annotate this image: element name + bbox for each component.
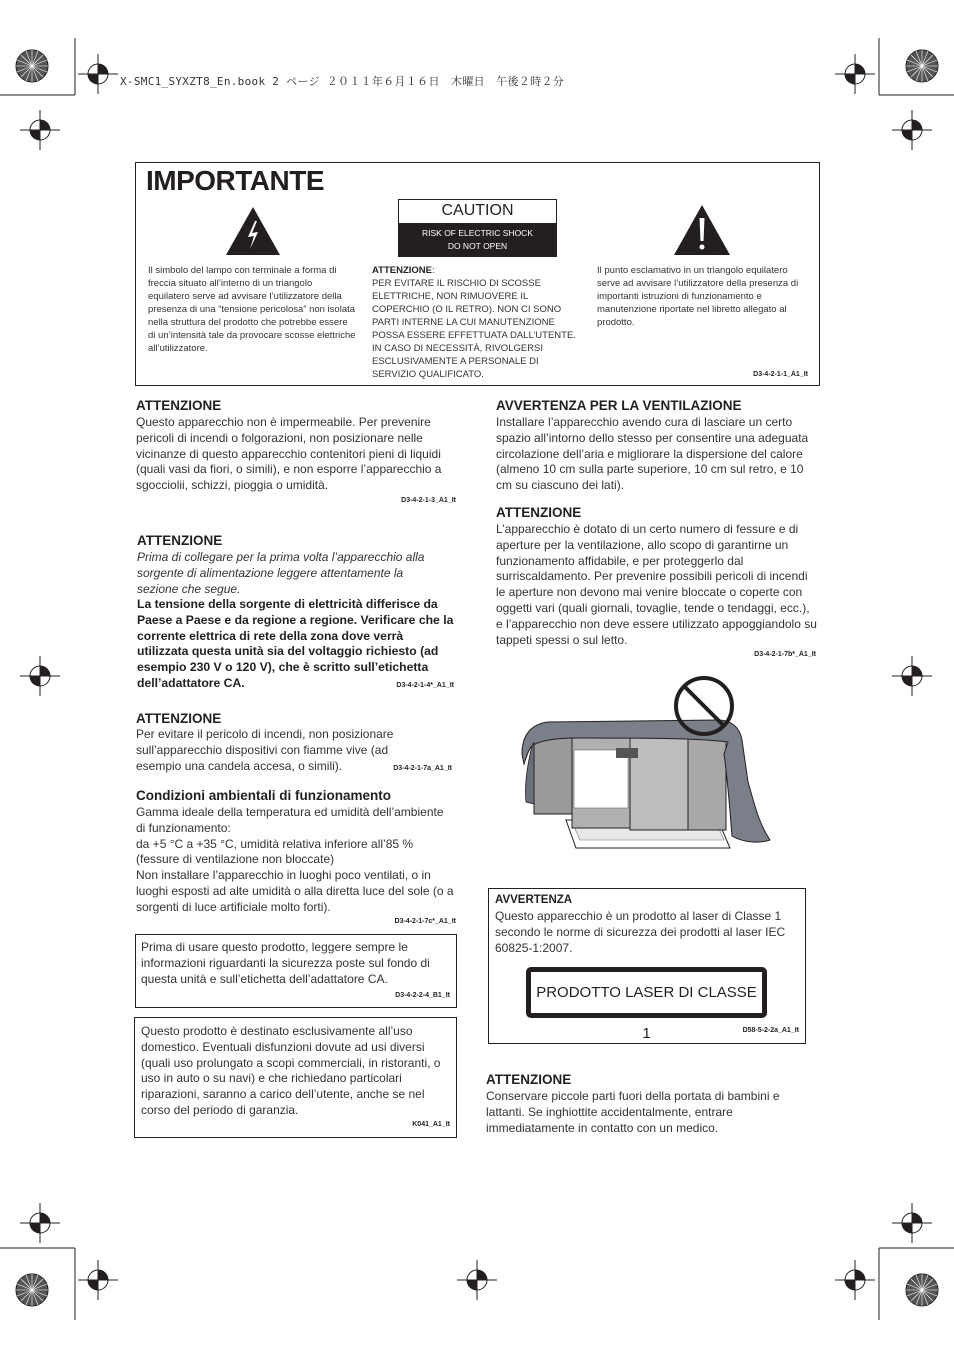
registration-target xyxy=(20,656,60,696)
color-target xyxy=(904,48,940,84)
left-s2-code: D3-4-2-1-4*_A1_It xyxy=(396,682,454,689)
center-warning-text xyxy=(372,264,578,381)
right-s3-text: Conservare piccole parti fuori della portata di bambini e lattanti. Se inghiottite accidentalmente, entrare immediatamente in contatto con un medico. xyxy=(486,1089,780,1135)
registration-target xyxy=(78,54,118,94)
caution-line-2: DO NOT OPEN xyxy=(447,240,508,251)
color-target xyxy=(904,1272,940,1308)
registration-target xyxy=(457,1260,497,1300)
right-s1-text: Installare l’apparecchio avendo cura di lasciare un certo spazio all’intorno dello stesso per consentire una adeguata circolazione dell’aria e migliorare la dispersione del calore (almeno 10 cm sulla parte superiore, 10 cm sul retro, e 10 cm su ciascuno dei lati). xyxy=(496,415,809,493)
laser-class-label: PRODOTTO LASER DI CLASSE 1 xyxy=(526,967,767,1018)
left-s2-heading: ATTENZIONE xyxy=(137,533,223,548)
center-warning-body: PER EVITARE IL RISCHIO DI SCOSSE ELETTRICHE, NON RIMUOVERE IL COPERCHIO (O IL RETRO). NON CI SONO PARTI INTERNE LA CUI MANUTENZIONE POSSA ESSERE EFFETTUATA DALL’UTENTE. IN CASO DI NECESSITÀ, RIVOLGERSI ESCLUSIVAMENTE A PERSONALE DI SERVIZIO QUALIFICATO. xyxy=(372,278,576,380)
right-s2-heading: ATTENZIONE xyxy=(496,505,582,520)
laser-text: Questo apparecchio è un prodotto al laser di Classe 1 secondo le norme di sicurezza dei prodotti al laser IEC 60825-1:2007. xyxy=(495,909,786,955)
right-s1-heading: AVVERTENZA PER LA VENTILAZIONE xyxy=(496,398,742,413)
file-info-header: X-SMC1_SYXZT8_En.book 2 ページ ２０１１年６月１６日 木曜日 午後２時２分 xyxy=(120,75,565,88)
registration-target xyxy=(892,110,932,150)
caution-title: CAUTION xyxy=(441,202,514,219)
left-s3-heading: ATTENZIONE xyxy=(136,711,222,726)
safety-info-code: D3-4-2-2-4_B1_It xyxy=(395,992,450,999)
registration-target xyxy=(20,1203,60,1243)
domestic-use-text: Questo prodotto è destinato esclusivamente all’uso domestico. Eventuali disfunzioni dovute ad usi diversi (quali uso prolungato a scopi commerciali, in ristoranti, o uso in auto o su navi) e che richiedano particolari riparazioni, saranno a carico dell’utente, anche se nel corso del periodo di garanzia. xyxy=(141,1024,441,1117)
left-s2-bold: La tensione della sorgente di elettricità differisce da Paese a Paese e da regione a regione. Verificare che la corrente elettrica di rete della zona dove verrà utilizzata questa unità sia del voltaggio richiesto (ad esempio 230 V o 120 V), che è scritto sull’etichetta dell’adattatore CA. xyxy=(137,597,454,690)
exclamation-warning-icon xyxy=(672,203,732,257)
registration-target xyxy=(78,1260,118,1300)
registration-target xyxy=(892,1203,932,1243)
page-title: IMPORTANTE xyxy=(146,165,325,196)
left-s4-heading: Condizioni ambientali di funzionamento xyxy=(136,788,391,803)
registration-target xyxy=(835,54,875,94)
left-s4-text-2: da +5 °C a +35 °C, umidità relativa inferiore all’85 % (fessure di ventilazione non bloccate) xyxy=(136,836,414,867)
left-s3-code: D3-4-2-1-7a_A1_It xyxy=(393,765,452,772)
lightning-warning-icon xyxy=(224,205,282,257)
center-warning-heading: ATTENZIONE xyxy=(372,265,432,276)
left-s2-italic: Prima di collegare per la prima volta l’apparecchio alla sorgente di alimentazione leggere attentamente la sezione che segue. xyxy=(137,550,425,596)
blocked-ventilation-illustration xyxy=(518,672,798,862)
left-s1-code: D3-4-2-1-3_A1_It xyxy=(401,497,456,504)
domestic-use-code: K041_A1_It xyxy=(412,1121,450,1128)
right-s2-text: L’apparecchio è dotato di un certo numero di fessure e di aperture per la ventilazione, allo scopo di garantirne un funzionamento affidabile, e per proteggerlo dal surriscaldamento. Per prevenire possibili pericoli di incendi le aperture non devono mai venire bloccate o coperte con oggetti vari (quali giornali, tovaglie, tende o tendaggi, ecc.), e l’apparecchio non deve essere utilizzato appoggiandolo su tappeti spessi o sul letto. xyxy=(496,522,817,647)
left-s1-text: Questo apparecchio non è impermeabile. Per prevenire pericoli di incendi o folgorazioni, non posizionare nelle vicinanze di questo apparecchio contenitori pieni di liquidi (quali vasi da fiori, o simili), e non esporre l’apparecchio a sgocciolii, schizzi, pioggia o umidità. xyxy=(136,415,442,493)
importante-code: D3-4-2-1-1_A1_It xyxy=(753,371,808,378)
right-s2-code: D3-4-2-1-7b*_A1_It xyxy=(754,651,816,658)
registration-target xyxy=(835,1260,875,1300)
laser-code: D58-5-2-2a_A1_It xyxy=(742,1027,799,1034)
color-target xyxy=(14,1272,50,1308)
caution-subtitle xyxy=(399,223,556,256)
center-warning-colon: : xyxy=(432,265,435,276)
left-s4-code: D3-4-2-1-7c*_A1_It xyxy=(394,918,456,925)
caution-label xyxy=(398,199,557,257)
left-s4-text-1: Gamma ideale della temperatura ed umidità dell’ambiente di funzionamento: xyxy=(136,805,444,835)
left-s4-text xyxy=(136,805,454,916)
safety-info-text: Prima di usare questo prodotto, leggere sempre le informazioni riguardanti la sicurezza poste sul fondo di questa unità e sull’etichetta dell’adattatore CA. xyxy=(141,940,430,986)
caution-line-1: RISK OF ELECTRIC SHOCK xyxy=(422,228,533,238)
right-s3-heading: ATTENZIONE xyxy=(486,1072,572,1087)
left-s4-text-3: Non installare l’apparecchio in luoghi poco ventilati, o in luoghi esposti ad alte umidità o alla diretta luce del sole (o a sorgenti di luce artificiale molto forti). xyxy=(136,868,454,914)
color-target xyxy=(14,48,50,84)
left-s3-text: Per evitare il pericolo di incendi, non posizionare sull’apparecchio dispositivi con fiamme vive (ad esempio una candela accesa, o simili). xyxy=(136,727,394,773)
exclamation-symbol-description: Il punto esclamativo in un triangolo equilatero serve ad avvisare l’utilizzatore della presenza di importanti istruzioni di funzionamento e manutenzione riportate nel libretto allegato al prodotto. xyxy=(597,265,799,328)
lightning-symbol-description: Il simbolo del lampo con terminale a forma di freccia situato all’interno di un triangolo equilatero serve ad avvisare l’utilizzatore della presenza di una “tensione pericolosa” non isolata nella struttura del prodotto che potrebbe essere di un’intensità tale da provocare scosse elettriche all’utilizzatore. xyxy=(148,265,356,354)
registration-target xyxy=(20,110,60,150)
left-s1-heading: ATTENZIONE xyxy=(136,398,222,413)
registration-target xyxy=(892,656,932,696)
laser-heading: AVVERTENZA xyxy=(495,894,573,906)
